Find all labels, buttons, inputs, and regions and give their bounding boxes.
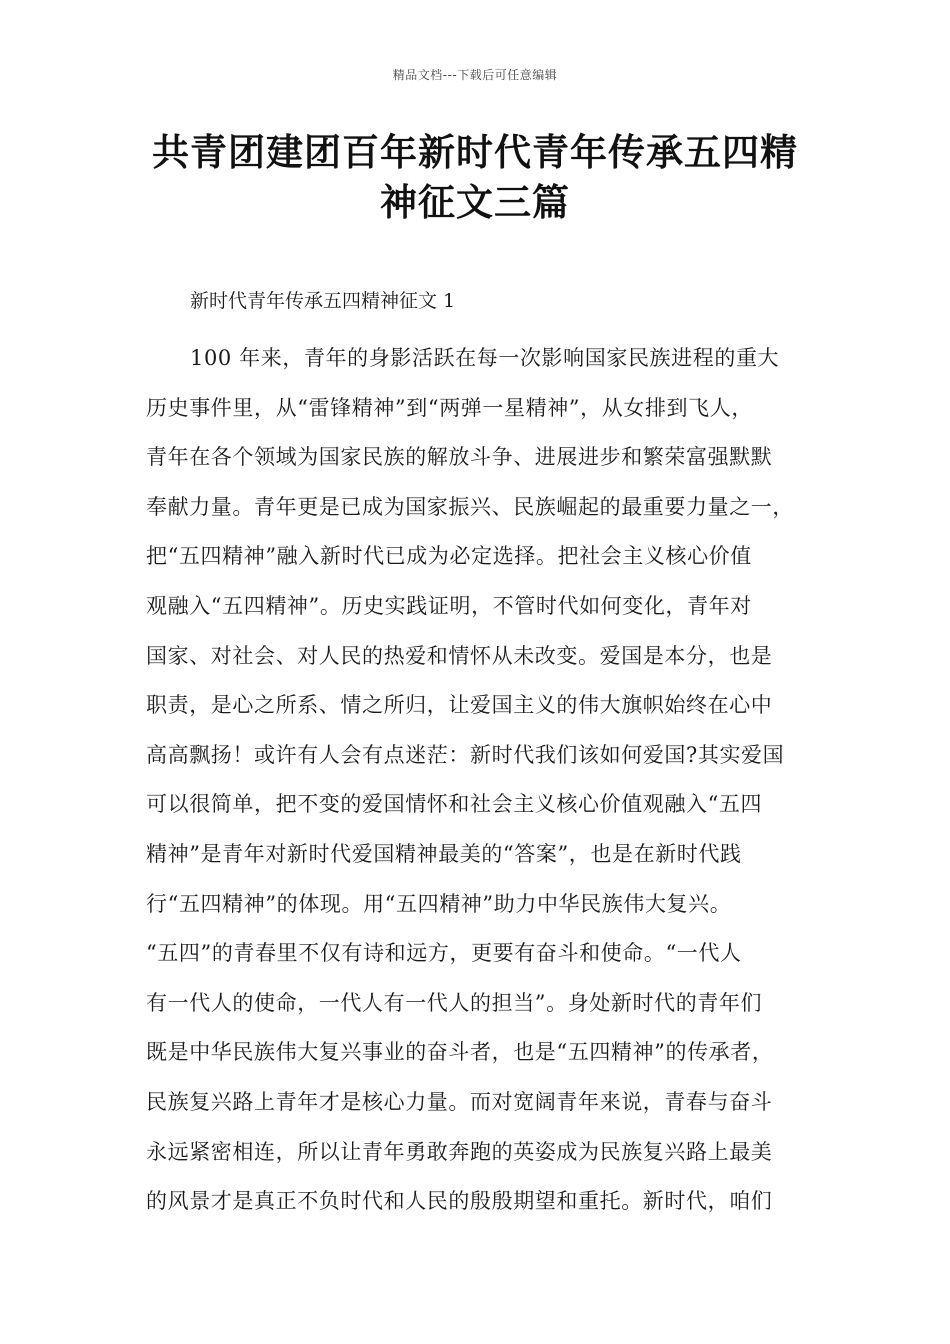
body-line: 100 年来，青年的身影活跃在每一次影响国家民族进程的重大 (190, 346, 780, 370)
body-line: 精神”是青年对新时代爱国精神最美的“答案”，也是在新时代践 (146, 841, 742, 866)
body-line: 有一代人的使命，一代人有一代人的担当”。身处新时代的青年们 (146, 990, 763, 1015)
body-line: 可以很简单，把不变的爱国情怀和社会主义核心价值观融入“五四 (146, 792, 763, 817)
body-line: 历史事件里，从“雷锋精神”到“两弹一星精神”，从女排到飞人， (146, 395, 753, 420)
document-title (120, 128, 830, 228)
body-line: 把“五四精神”融入新时代已成为必定选择。把社会主义核心价值 (146, 544, 752, 569)
body-line: 职责，是心之所系、情之所归，让爱国主义的伟大旗帜始终在心中 (146, 693, 773, 718)
body-line: 观融入“五四精神”。历史实践证明，不管时代如何变化，青年对 (146, 593, 752, 618)
body-paragraph (146, 334, 826, 1227)
body-line: 行“五四精神”的体现。用“五四精神”助力中华民族伟大复兴。 (146, 891, 732, 916)
title-line-1: 共青团建团百年新时代青年传承五四精 (152, 131, 798, 174)
body-line: “五四”的青春里不仅有诗和远方，更要有奋斗和使命。“一代人 (146, 941, 742, 966)
body-line: 永远紧密相连，所以让青年勇敢奔跑的英姿成为民族复兴路上最美 (146, 1139, 773, 1164)
body-line: 民族复兴路上青年才是核心力量。而对宽阔青年来说，青春与奋斗 (146, 1089, 773, 1114)
body-line: 国家、对社会、对人民的热爱和情怀从未改变。爱国是本分，也是 (146, 643, 773, 668)
body-line: 高高飘扬！或许有人会有点迷茫：新时代我们该如何爱国?其实爱国 (146, 742, 785, 767)
body-line: 青年在各个领域为国家民族的解放斗争、进展进步和繁荣富强默默 (146, 445, 773, 470)
section-heading: 新时代青年传承五四精神征文 1 (190, 290, 456, 312)
body-line: 既是中华民族伟大复兴事业的奋斗者，也是“五四精神”的传承者， (146, 1040, 774, 1065)
body-line: 奉献力量。青年更是已成为国家振兴、民族崛起的最重要力量之一， (146, 494, 794, 519)
body-line: 的风景才是真正不负时代和人民的殷殷期望和重托。新时代，咱们 (146, 1189, 773, 1214)
title-line-2: 神征文三篇 (380, 181, 570, 224)
header-note: 精品文档---下载后可任意编辑 (392, 68, 558, 82)
